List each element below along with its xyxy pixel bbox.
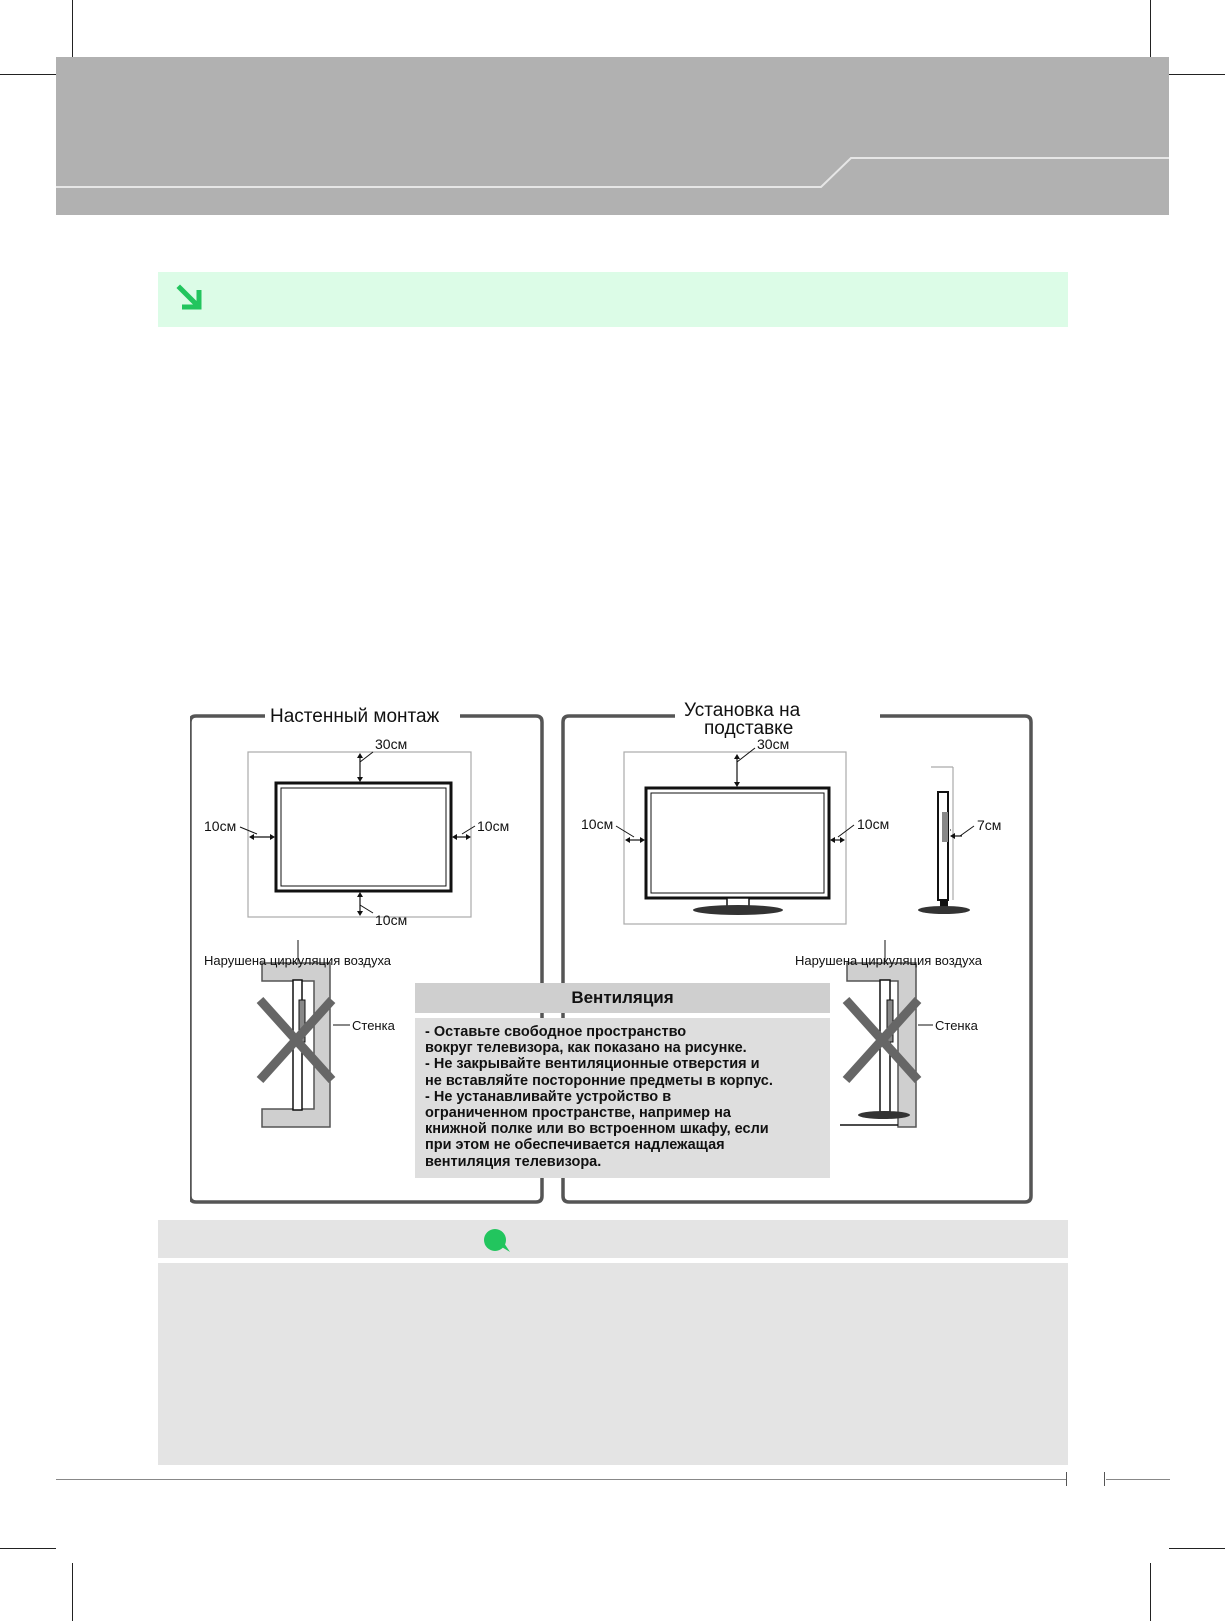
arrow-down-right-icon <box>176 284 204 312</box>
dim-left-stand: 10см <box>581 816 614 832</box>
crop-mark <box>1169 1548 1225 1549</box>
dim-bottom-wall: 10см <box>375 912 408 928</box>
wall-mount-title: Настенный монтаж <box>270 706 440 727</box>
dim-top-wall: 30см <box>375 736 408 752</box>
ventilation-text: - Оставьте свободное пространство вокруг телевизора, как показано на рисунке. - Не закрывайте вентиляционные отверстия и не вставляйте посторонние предметы в корпус. - Не устанавливайте устройство в ограниченном пространстве, например на книжной полке или во встроенном шкафу, если при этом не обеспечивается надлежащая вентиляция телевизора. <box>425 1024 773 1170</box>
side-view-tv <box>938 792 948 900</box>
note-bar <box>158 1220 1068 1258</box>
crop-mark <box>72 0 73 57</box>
speech-bubble-icon <box>482 1228 512 1254</box>
ventilation-box <box>415 983 830 1178</box>
footer-rule <box>56 1479 1066 1480</box>
dim-right-wall: 10см <box>477 818 510 834</box>
crop-mark <box>1169 74 1225 75</box>
stand-tv <box>646 788 829 898</box>
crop-mark <box>72 1563 73 1621</box>
dim-right-stand: 10см <box>857 816 890 832</box>
header-band <box>56 57 1169 215</box>
wall-label-right: Стенка <box>935 1018 978 1033</box>
footer-rule-right <box>1106 1479 1170 1480</box>
crop-mark <box>1150 1563 1151 1621</box>
crop-mark <box>1150 0 1151 57</box>
dim-side-stand: 7см <box>977 817 1002 833</box>
ventilation-title: Вентиляция <box>415 983 830 1013</box>
wall-label-left: Стенка <box>352 1018 395 1033</box>
crop-mark <box>0 74 56 75</box>
footer-tick <box>1066 1472 1067 1486</box>
dim-left-wall: 10см <box>204 818 237 834</box>
dim-top-stand: 30см <box>757 736 790 752</box>
stand-mount-title-line1: Установка на <box>684 700 801 721</box>
note-body <box>158 1263 1068 1465</box>
airflow-label-right: Нарушена циркуляция воздуха <box>795 953 983 968</box>
ventilation-body <box>415 1018 830 1178</box>
crop-mark <box>0 1548 56 1549</box>
airflow-label-left: Нарушена циркуляция воздуха <box>204 953 392 968</box>
section-header-bar <box>158 272 1068 327</box>
stand-mount-title-line2: подставке <box>704 718 794 739</box>
footer-tick <box>1104 1472 1105 1486</box>
wall-tv <box>276 783 451 891</box>
